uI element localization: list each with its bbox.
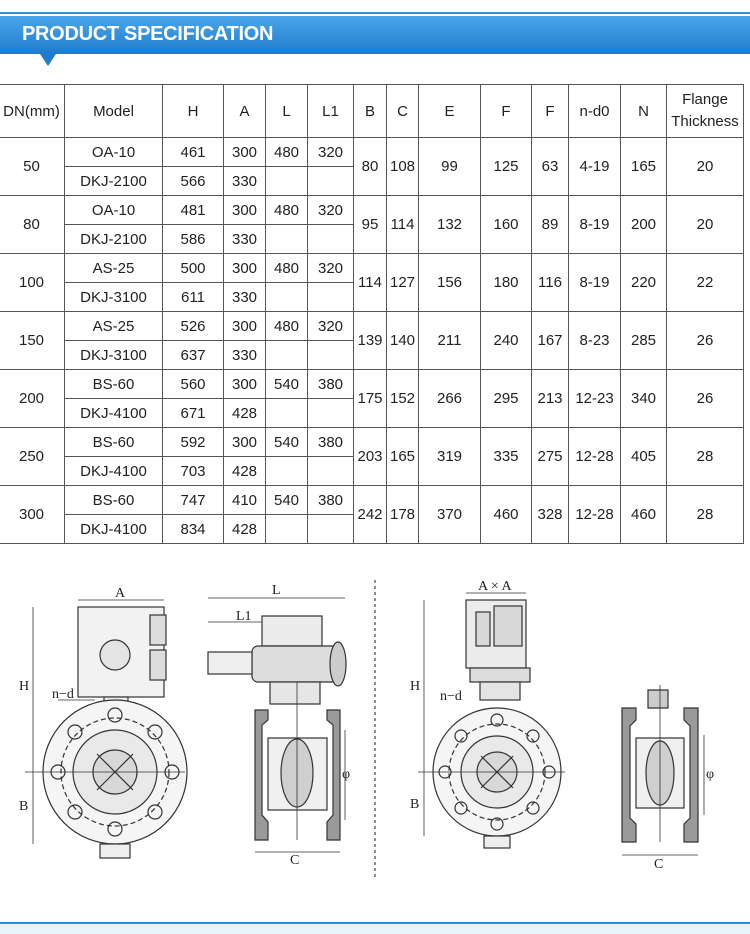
cell-l1: 380 [308, 370, 354, 399]
cell-l1: 380 [308, 486, 354, 515]
cell-model: OA-10 [65, 196, 163, 225]
cell-model: BS-60 [65, 486, 163, 515]
cell-l1-empty [308, 283, 354, 312]
cell-b: 242 [354, 486, 387, 544]
cell-ft: 20 [667, 138, 744, 196]
col-header-dn: DN(mm) [0, 85, 65, 138]
cell-model: AS-25 [65, 312, 163, 341]
cell-l1: 320 [308, 254, 354, 283]
cell-l-empty [266, 457, 308, 486]
cell-f2: 63 [532, 138, 569, 196]
cell-h: 481 [163, 196, 224, 225]
dim-label-nd: n−d [52, 687, 74, 702]
col-header-b: B [354, 85, 387, 138]
dim-label-c-2: C [654, 857, 664, 872]
cell-l: 480 [266, 196, 308, 225]
cell-n: 200 [621, 196, 667, 254]
col-header-flange-thickness [667, 85, 744, 138]
cell-l-empty [266, 515, 308, 544]
cell-nd: 12-28 [569, 486, 621, 544]
cell-a: 330 [224, 225, 266, 254]
cell-dn: 150 [0, 312, 65, 370]
cell-l: 540 [266, 370, 308, 399]
table-row [0, 486, 744, 515]
cell-model: DKJ-2100 [65, 225, 163, 254]
cell-b: 139 [354, 312, 387, 370]
cell-c: 140 [387, 312, 419, 370]
side-view-bare [622, 685, 704, 855]
spec-table-body [0, 138, 744, 544]
cell-model: DKJ-2100 [65, 167, 163, 196]
side-view-gear [208, 598, 346, 852]
cell-f1: 180 [481, 254, 532, 312]
cell-h: 560 [163, 370, 224, 399]
cell-e: 370 [419, 486, 481, 544]
cell-n: 340 [621, 370, 667, 428]
col-header-f: F [481, 85, 532, 138]
front-view-gear [25, 600, 187, 858]
cell-a: 300 [224, 312, 266, 341]
cell-f2: 275 [532, 428, 569, 486]
table-row [0, 138, 744, 167]
dim-label-b-2: B [410, 797, 420, 812]
col-header-e: E [419, 85, 481, 138]
cell-nd: 8-19 [569, 254, 621, 312]
table-row [0, 312, 744, 341]
dim-label-l1: L1 [236, 609, 252, 624]
cell-model: BS-60 [65, 370, 163, 399]
cell-nd: 12-28 [569, 428, 621, 486]
cell-a: 300 [224, 138, 266, 167]
cell-c: 108 [387, 138, 419, 196]
cell-a: 300 [224, 428, 266, 457]
cell-h: 461 [163, 138, 224, 167]
cell-ft: 26 [667, 370, 744, 428]
cell-l: 480 [266, 138, 308, 167]
cell-h: 500 [163, 254, 224, 283]
cell-dn: 250 [0, 428, 65, 486]
cell-a: 428 [224, 457, 266, 486]
cell-dn: 50 [0, 138, 65, 196]
col-header-a: A [224, 85, 266, 138]
cell-l1-empty [308, 515, 354, 544]
cell-a: 330 [224, 167, 266, 196]
cell-l1-empty [308, 167, 354, 196]
cell-b: 95 [354, 196, 387, 254]
col-header-n-d0 [569, 85, 621, 138]
cell-l-empty [266, 225, 308, 254]
dim-label-h-2: H [410, 679, 421, 694]
cell-h: 566 [163, 167, 224, 196]
col-header-f-2: F [532, 85, 569, 138]
col-header-l: L [266, 85, 308, 138]
cell-l-empty [266, 283, 308, 312]
cell-l1: 380 [308, 428, 354, 457]
col-header-model: Model [65, 85, 163, 138]
col-header-n: N [621, 85, 667, 138]
cell-l: 540 [266, 486, 308, 515]
table-row [0, 428, 744, 457]
cell-f1: 240 [481, 312, 532, 370]
dim-label-b: B [19, 799, 29, 814]
cell-a: 428 [224, 399, 266, 428]
cell-h: 671 [163, 399, 224, 428]
cell-c: 114 [387, 196, 419, 254]
dim-label-h: H [19, 679, 30, 694]
cell-e: 319 [419, 428, 481, 486]
cell-nd: 12-23 [569, 370, 621, 428]
cell-nd: 8-23 [569, 312, 621, 370]
cell-model: BS-60 [65, 428, 163, 457]
cell-b: 114 [354, 254, 387, 312]
cell-f1: 335 [481, 428, 532, 486]
cell-f1: 460 [481, 486, 532, 544]
flange-header-line1: Flange [682, 91, 728, 108]
cell-l-empty [266, 341, 308, 370]
n-d0-text: n-d0 [579, 102, 610, 120]
cell-c: 165 [387, 428, 419, 486]
cell-f1: 295 [481, 370, 532, 428]
flange-header-line2: Thickness [671, 113, 739, 130]
valve-drawings [0, 560, 750, 880]
cell-model: OA-10 [65, 138, 163, 167]
cell-n: 460 [621, 486, 667, 544]
cell-c: 152 [387, 370, 419, 428]
dim-label-axa: A × A [478, 579, 512, 594]
cell-l1-empty [308, 225, 354, 254]
cell-b: 175 [354, 370, 387, 428]
cell-b: 203 [354, 428, 387, 486]
top-rule [0, 12, 750, 14]
cell-e: 266 [419, 370, 481, 428]
cell-n: 220 [621, 254, 667, 312]
cell-h: 586 [163, 225, 224, 254]
section-banner [0, 16, 750, 54]
cell-f1: 125 [481, 138, 532, 196]
cell-f2: 328 [532, 486, 569, 544]
cell-n: 165 [621, 138, 667, 196]
banner-title: PRODUCT SPECIFICATION [22, 23, 274, 45]
cell-ft: 28 [667, 428, 744, 486]
cell-model: DKJ-3100 [65, 283, 163, 312]
col-header-h: H [163, 85, 224, 138]
table-row [0, 254, 744, 283]
dim-label-nd-2: n−d [440, 689, 462, 704]
cell-n: 405 [621, 428, 667, 486]
cell-dn: 200 [0, 370, 65, 428]
cell-l-empty [266, 399, 308, 428]
table-row [0, 370, 744, 399]
bottom-band [0, 922, 750, 934]
cell-h: 611 [163, 283, 224, 312]
cell-nd: 8-19 [569, 196, 621, 254]
cell-l1-empty [308, 457, 354, 486]
cell-dn: 80 [0, 196, 65, 254]
cell-h: 637 [163, 341, 224, 370]
cell-a: 330 [224, 341, 266, 370]
cell-e: 156 [419, 254, 481, 312]
cell-e: 211 [419, 312, 481, 370]
col-header-c: C [387, 85, 419, 138]
cell-h: 526 [163, 312, 224, 341]
cell-c: 178 [387, 486, 419, 544]
cell-f1: 160 [481, 196, 532, 254]
cell-h: 747 [163, 486, 224, 515]
cell-e: 99 [419, 138, 481, 196]
cell-f2: 167 [532, 312, 569, 370]
dim-label-c: C [290, 853, 300, 868]
cell-model: DKJ-4100 [65, 457, 163, 486]
cell-a: 428 [224, 515, 266, 544]
dim-label-a: A [115, 586, 126, 601]
col-header-l1: L1 [308, 85, 354, 138]
cell-dn: 300 [0, 486, 65, 544]
cell-h: 703 [163, 457, 224, 486]
cell-model: DKJ-4100 [65, 399, 163, 428]
cell-a: 300 [224, 370, 266, 399]
cell-c: 127 [387, 254, 419, 312]
cell-ft: 20 [667, 196, 744, 254]
cell-l1: 320 [308, 312, 354, 341]
cell-l: 480 [266, 312, 308, 341]
cell-b: 80 [354, 138, 387, 196]
dim-label-l: L [272, 583, 281, 598]
dim-label-phi-2: φ [706, 767, 715, 782]
cell-ft: 28 [667, 486, 744, 544]
cell-a: 410 [224, 486, 266, 515]
cell-l1-empty [308, 341, 354, 370]
front-view-electric [418, 593, 565, 848]
cell-model: AS-25 [65, 254, 163, 283]
cell-a: 300 [224, 254, 266, 283]
header-row [0, 85, 744, 138]
cell-l1: 320 [308, 196, 354, 225]
table-row [0, 196, 744, 225]
cell-e: 132 [419, 196, 481, 254]
cell-a: 300 [224, 196, 266, 225]
banner-pointer [40, 54, 56, 66]
cell-l: 480 [266, 254, 308, 283]
cell-l1: 320 [308, 138, 354, 167]
cell-model: DKJ-3100 [65, 341, 163, 370]
cell-f2: 89 [532, 196, 569, 254]
cell-nd: 4-19 [569, 138, 621, 196]
cell-dn: 100 [0, 254, 65, 312]
dim-label-phi: φ [342, 767, 351, 782]
cell-h: 592 [163, 428, 224, 457]
cell-a: 330 [224, 283, 266, 312]
spec-table [0, 84, 744, 544]
cell-ft: 26 [667, 312, 744, 370]
cell-f2: 213 [532, 370, 569, 428]
cell-l: 540 [266, 428, 308, 457]
cell-ft: 22 [667, 254, 744, 312]
cell-f2: 116 [532, 254, 569, 312]
cell-l1-empty [308, 399, 354, 428]
cell-model: DKJ-4100 [65, 515, 163, 544]
cell-l-empty [266, 167, 308, 196]
cell-h: 834 [163, 515, 224, 544]
cell-n: 285 [621, 312, 667, 370]
